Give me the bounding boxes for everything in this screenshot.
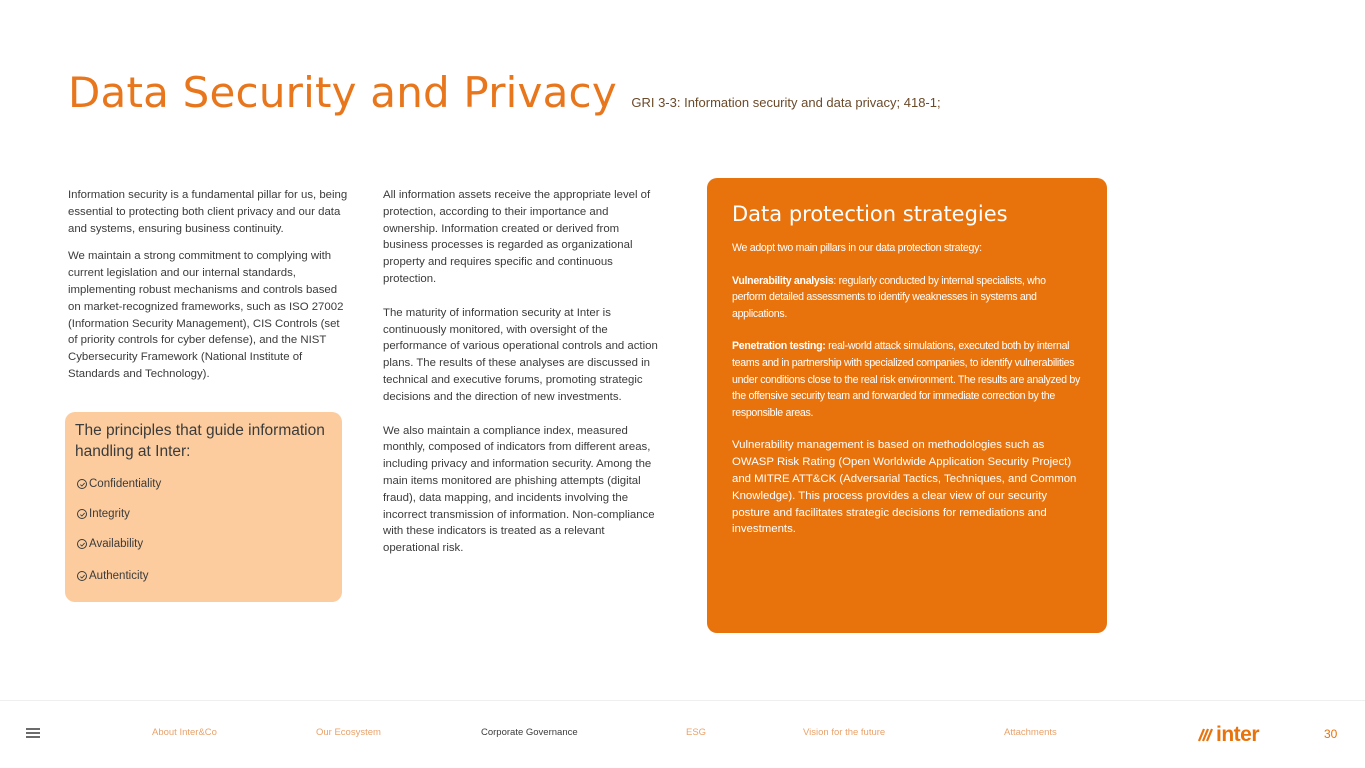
principle-item	[75, 536, 332, 552]
middle-column	[383, 187, 663, 557]
card-intro: We adopt two main pillars in our data protection strategy:	[732, 242, 982, 254]
vulnerability-analysis-text	[732, 273, 1081, 323]
nav-esg[interactable]: ESG	[686, 727, 707, 738]
principle-item	[75, 476, 332, 492]
principles-box	[65, 412, 342, 602]
compliance-paragraph: We also maintain a compliance index, measured monthly, composed of indicators from different areas, including privacy and information security. Among the main items monitored are phishing attempts (digital fraud), data mapping, and incidents involving the incorrect transmission of information. Non-compliance with these indicators is treated as a relevant operational risk.	[383, 424, 655, 555]
left-column	[68, 187, 350, 383]
check-circle-icon	[77, 479, 87, 489]
principle-label: Integrity	[89, 508, 130, 520]
page-header	[68, 68, 941, 117]
vulnerability-analysis-desc: : regularly conducted by internal specialists, who perform detailed assessments to identify weaknesses in systems and applications.	[732, 274, 1046, 320]
card-title: Data protection strategies	[732, 202, 1008, 226]
maturity-paragraph: The maturity of information security at Inter is continuously monitored, with oversight of the performance of various operational controls and action plans. The results of these analyses are discussed in technical and executive forums, promoting strategic decisions and the direction of new investments.	[383, 306, 658, 403]
principle-label: Authenticity	[89, 570, 149, 582]
nav-vision-for-the-future[interactable]: Vision for the future	[803, 727, 886, 738]
principle-label: Confidentiality	[89, 478, 162, 490]
penetration-testing-label: Penetration testing:	[732, 340, 826, 353]
page-title: Data Security and Privacy	[68, 68, 617, 117]
principle-item	[75, 568, 332, 584]
page-number: 30	[1324, 727, 1338, 741]
logo-mark-icon	[1198, 728, 1214, 742]
penetration-testing-text	[732, 338, 1081, 421]
check-circle-icon	[77, 571, 87, 581]
penetration-testing-desc: real-world attack simulations, executed both by internal teams and in partnership with specialized companies, to identify vulnerabilities under conditions close to the real risk environment. The results are analyzed by the offensive security team and forwarded for immediate correction by the responsible areas.	[732, 340, 1080, 419]
footer-nav-bar	[0, 700, 1365, 768]
menu-icon[interactable]	[26, 728, 40, 740]
nav-corporate-governance[interactable]: Corporate Governance	[481, 727, 578, 738]
gri-reference: GRI 3-3: Information security and data privacy; 418-1;	[631, 95, 941, 110]
data-protection-card	[707, 178, 1107, 633]
nav-attachments[interactable]: Attachments	[1004, 727, 1057, 738]
vulnerability-analysis-label: Vulnerability analysis	[732, 274, 834, 287]
intro-paragraph: Information security is a fundamental pillar for us, being essential to protecting both client privacy and our data and systems, ensuring business continuity.	[68, 189, 348, 235]
check-circle-icon	[77, 539, 87, 549]
vulnerability-management-text: Vulnerability management is based on methodologies such as OWASP Risk Rating (Open Worldwide Application Security Project) and MITRE ATT&CK (Adversarial Tactics, Techniques, and Common Knowledge). This process provides a clear view of our security posture and facilitates strategic decisions for remediations and investments.	[732, 439, 1077, 536]
commitment-paragraph: We maintain a strong commitment to complying with current legislation and our internal standards, implementing robust mechanisms and controls based on market-recognized frameworks, such as ISO 27002 (Information Security Management), CIS Controls (set of priority controls for cyber defense), and the NIST Cybersecurity Framework (National Institute of Standards and Technology).	[68, 250, 344, 380]
assets-paragraph: All information assets receive the appropriate level of protection, according to their importance and ownership. Information created or derived from business processes is regarded as organizational property and requires specific and continuous protection.	[383, 189, 651, 285]
principles-title: The principles that guide information handling at Inter:	[75, 422, 325, 460]
logo-text: inter	[1216, 723, 1260, 746]
nav-about-inter[interactable]: About Inter&Co	[152, 727, 217, 738]
check-circle-icon	[77, 509, 87, 519]
principle-label: Availability	[89, 538, 144, 550]
nav-our-ecosystem[interactable]: Our Ecosystem	[316, 727, 381, 738]
inter-logo	[1198, 723, 1259, 747]
principle-item	[75, 506, 332, 522]
